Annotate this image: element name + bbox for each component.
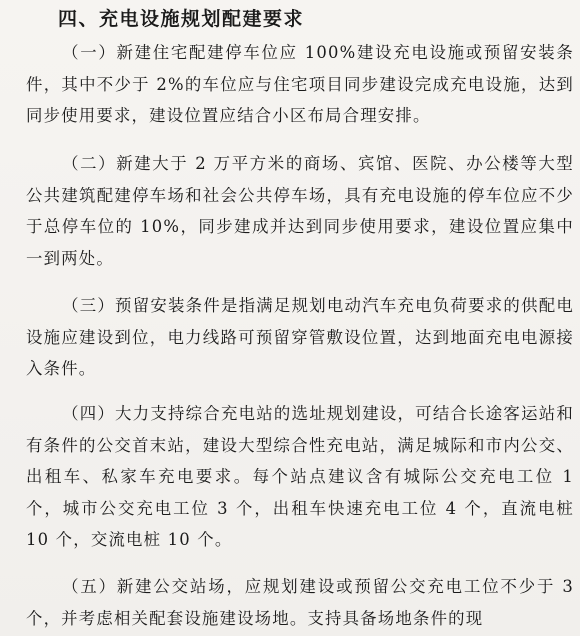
paragraph-4: （四）大力支持综合充电站的选址规划建设，可结合长途客运站和有条件的公交首末站，建设大型综合性充电站，满足城际和市内公交、出租车、私家车充电要求。每个站点建议含有城际公交充电工位 1 个，城市公交充电工位 3 个，出租车快速充电工位 4 个，直流电桩 10 个，交流电桩 10 个。 (26, 404, 574, 549)
paragraph-2: （二）新建大于 2 万平方米的商场、宾馆、医院、办公楼等大型公共建筑配建停车场和社会公共停车场，具有充电设施的停车位应不少于总停车位的 10%，同步建成并达到同步使用要求，建设位置应集中一到两处。 (26, 154, 574, 268)
paragraph-5: （五）新建公交站场，应规划建设或预留公交充电工位不少于 3 个，并考虑相关配套设施建设场地。支持具备场地条件的现 (26, 577, 574, 628)
paragraph-3: （三）预留安装条件是指满足规划电动汽车充电负荷要求的供配电设施应建设到位，电力线路可预留穿管敷设位置，达到地面充电电源接入条件。 (26, 296, 574, 378)
paragraph-1: （一）新建住宅配建停车位应 100%建设充电设施或预留安装条件，其中不少于 2%的车位应与住宅项目同步建设完成充电设施，达到同步使用要求，建设位置应结合小区布局合理安排。 (26, 43, 574, 125)
section-heading: 四、充电设施规划配建要求 (58, 8, 305, 30)
